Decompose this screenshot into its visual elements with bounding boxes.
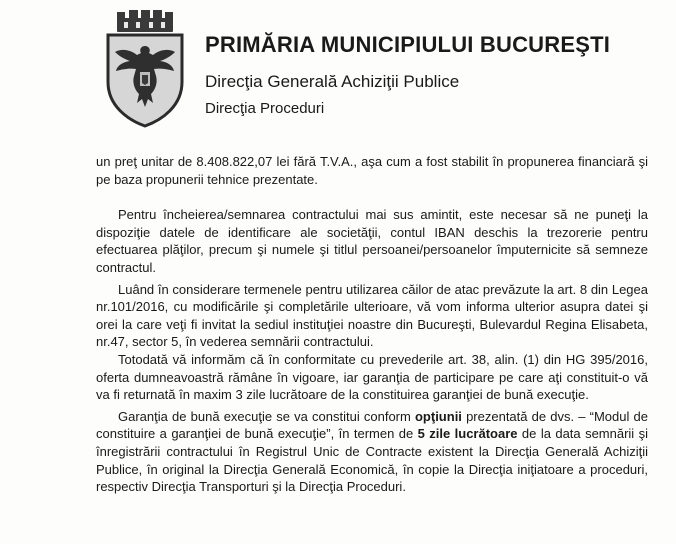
paragraph-performance-guarantee bbox=[96, 408, 648, 496]
department-name: Direcţia Proceduri bbox=[205, 100, 325, 117]
text-run: de la data semnării şi înregistrării contractului în Registrul Unic de Contracte existent la Direcţia Generală Achiziţii Publice, în original la Direcţia Generală Economică, în copie la Direcţia iniţiatoare a proceduri, respectiv Direcţia Transporturi şi la Direcţia Proceduri. bbox=[96, 426, 649, 495]
institution-title: PRIMĂRIA MUNICIPIULUI BUCUREŞTI bbox=[205, 32, 611, 57]
text-run: prezentată de dvs. – “Modul de constituire a garanţiei de bună execuţie”, în termen de bbox=[96, 408, 648, 442]
text-run: Garanţia de bună execuţie se va constitui conform bbox=[118, 408, 415, 424]
directorate-name: Direcţia Generală Achiziţii Publice bbox=[205, 72, 460, 91]
paragraph-appeal-terms: Luând în considerare termenele pentru utilizarea căilor de atac prevăzute la art. 8 din Legea nr.101/2016, cu modificările şi completările ulterioare, vă vom informa ulterior asupra datei şi orei la care veţi fi invitat la sediul instituţiei noastre din Bucureşti, Bulevardul Regina Elisabeta, nr.47, sector 5, în vederea semnării contractului. bbox=[96, 281, 648, 350]
bucharest-coat-of-arms-icon bbox=[104, 10, 186, 128]
letter-body bbox=[96, 153, 648, 496]
paragraph-signing-requirements: Pentru încheierea/semnarea contractului mai sus amintit, este necesar să ne puneţi la dispoziţie datele de identificare ale societăţii, contul IBAN deschis la trezorerie pentru efectuarea plăţilor, precum şi numele şi titlul persoanei/persoanelor împuternicite să semneze contractul. bbox=[96, 207, 648, 275]
bold-option: opţiunii bbox=[414, 408, 462, 424]
paragraph-participation-guarantee: Totodată vă informăm că în conformitate cu prevederile art. 38, alin. (1) din HG 395/2016, oferta dumneavoastră rămâne în vigoare, iar garanţia de participare pe care aţi constituit-o vă va fi returnată în maxim 3 zile lucrătoare de la constituirea garanţiei de bună execuţie. bbox=[96, 351, 648, 403]
paragraph-price: un preţ unitar de 8.408.822,07 lei fără T.V.A., aşa cum a fost stabilit în propunerea financiară şi pe baza propunerii tehnice prezentate. bbox=[96, 154, 648, 187]
bold-deadline: 5 zile lucrătoare bbox=[417, 426, 518, 442]
